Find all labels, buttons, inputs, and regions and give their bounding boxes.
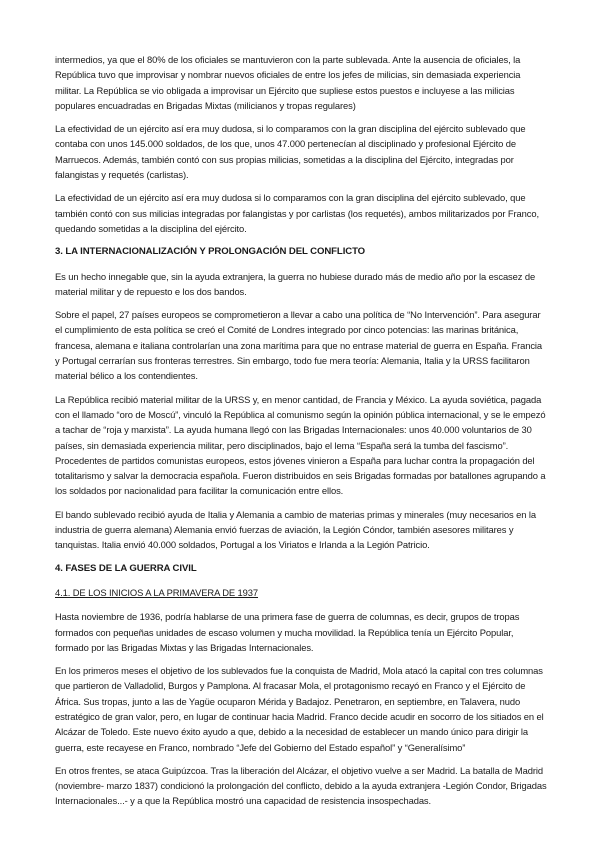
- paragraph: Es un hecho innegable que, sin la ayuda extranjera, la guerra no hubiese durado más de medio año por la escasez de material militar y de repuesto e los dos bandos.: [55, 270, 536, 297]
- document-page: [55, 52, 547, 817]
- paragraph: La efectividad de un ejército así era muy dudosa si lo comparamos con la gran disciplina del ejército sublevado, que también contó con sus milicias integradas por falangistas y por carlistas (los requetés), ambos militarizados por Franco, quedando sometidas a la disciplina del ejército.: [55, 192, 539, 234]
- paragraph: Hasta noviembre de 1936, podría hablarse de una primera fase de guerra de columnas, es decir, grupos de tropas formados con pequeñas unidades de escaso volumen y mucha movilidad. la República tenía un Ejército Popular, formado por las Brigadas Mixtas y las Brigadas Internacionales.: [55, 611, 520, 653]
- section-heading: 3. LA INTERNACIONALIZACIÓN Y PROLONGACIÓN DEL CONFLICTO: [55, 246, 366, 258]
- paragraph: El bando sublevado recibió ayuda de Italia y Alemania a cambio de materias primas y minerales (muy necesarios en la industria de guerra alemana) Alemania envió fuerzas de aviación, la Legión Cóndor, también asesores militares y tanquistas. Italia envió 40.000 soldados, Portugal a los Viriatos e Irlanda a la Legión Patricio.: [55, 508, 536, 551]
- paragraph: La República recibió material militar de la URSS y, en menor cantidad, de Francia y México. La ayuda soviética, pagada con el llamado “oro de Moscú”, vinculó la República al comunismo según la opinión pública internacional, y se le empezó a tachar de “roja y marxista”. La ayuda humana llegó con las Brigadas Internacionales: unos 40.000 voluntarios de 30 países, sin demasiada experiencia militar, pero disciplinados, bajo el lema “España será la tumba del fascismo”. Procedentes de partidos comunistas europeos, estos jóvenes vinieron a España para luchar contra la propagación del totalitarismo y salvar la democracia española. Fueron distribuidos en seis Brigadas formadas por batallones agrupando a los soldados por nacionalidad para facilitar la comunicación entre ellos.: [55, 393, 546, 497]
- paragraph: intermedios, ya que el 80% de los oficiales se mantuvieron con la parte sublevada. Ante la ausencia de oficiales, la República tuvo que improvisar y nombrar nuevos oficiales de entre los jefes de milicias, sin demasiada experiencia militar. La República se vio obligada a improvisar un Ejército que supliese estos puestos e incluyese a las milicias populares encuadradas en Brigadas Mixtas (milicianos y tropas regulares): [55, 54, 521, 111]
- paragraph: La efectividad de un ejército así era muy dudosa, si lo comparamos con la gran disciplina del ejército sublevado que contaba con unos 145.000 soldados, de los que, unos 47.000 pertenecían al disciplinado y profesional Ejército de Marruecos. Además, también contó con sus propias milicias, sometidas a la disciplina del Ejército, integradas por falangistas y requetés (carlistas).: [55, 123, 526, 181]
- paragraph: En los primeros meses el objetivo de los sublevados fue la conquista de Madrid, Mola atacó la capital con tres columnas que partieron de Valladolid, Burgos y Pamplona. Al fracasar Mola, el protagonismo recayó en Franco y el Ejército de África. Sus tropas, junto a las de Yagüe ocuparon Mérida y Badajoz. Penetraron, en septiembre, en Talavera, nudo estratégico de gran valor, pero, en lugar de continuar hacia Madrid. Franco decide acudir en socorro de los sitiados en el Alcázar de Toledo. Este nuevo éxito ayudo a que, debido a la necesidad de establecer un mando único para dirigir la guerra, este recayese en Franco, nombrado “Jefe del Gobierno del Estado español” y “Generalísimo”: [55, 665, 544, 753]
- section-heading: 4. FASES DE LA GUERRA CIVIL: [55, 562, 197, 574]
- paragraph: Sobre el papel, 27 países europeos se comprometieron a llevar a cabo una política de “No Intervención”. Para asegurar el cumplimiento de esta política se creó el Comité de Londres integrado por cinco potencias: las marinas británica, francesa, alemana e italiana controlarían una zona marítima para que no entrase material de guerra en España. Francia y Portugal cerrarían sus fronteras terrestres. Sin embargo, todo fue mera teoría: Alemania, Italia y la URSS facilitaron material bélico a los contendientes.: [55, 309, 543, 382]
- subsection-heading: 4.1. DE LOS INICIOS A LA PRIMAVERA DE 1937: [55, 586, 259, 598]
- paragraph: En otros frentes, se ataca Guipúzcoa. Tras la liberación del Alcázar, el objetivo vuelve a ser Madrid. La batalla de Madrid (noviembre- marzo 1837) condicionó la prolongación del conflicto, debido a la ayuda extranjera -Legión Condor, Brigadas Internacionales...- y a que la República mostró una capacidad de resistencia insospechadas.: [55, 764, 547, 807]
